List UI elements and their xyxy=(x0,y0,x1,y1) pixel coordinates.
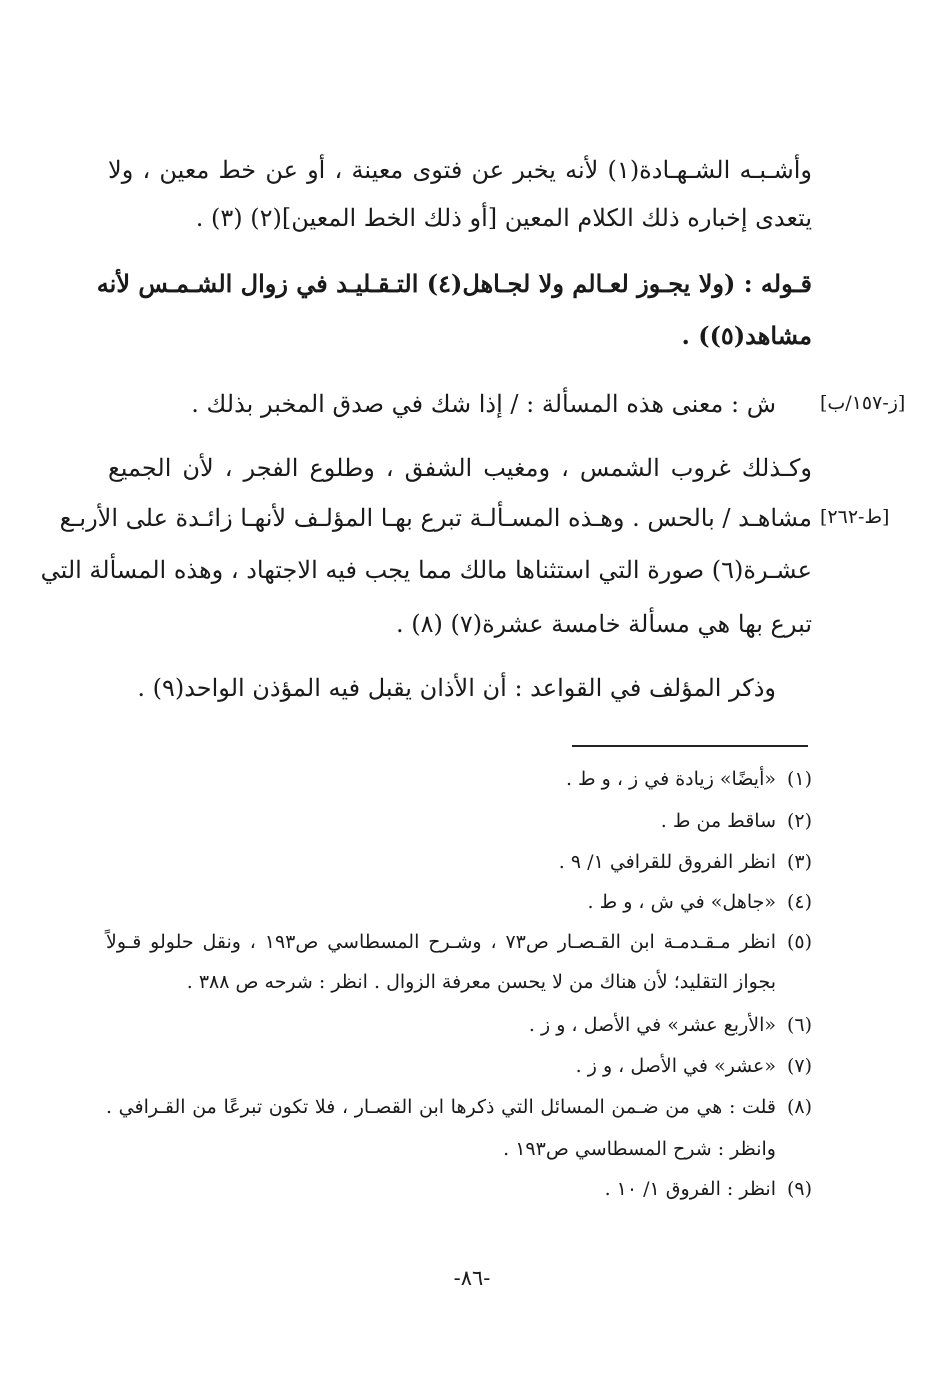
body-line-10: وذكر المؤلف في القواعد : أن الأذان يقبل فيه المؤذن الواحد(٩) . xyxy=(137,674,776,702)
margin-ref-t: [ط-٢٦٢] xyxy=(820,506,890,528)
body-line-1: وأشـبـه الشـهـادة(١) لأنه يخبر عن فتوى معينة ، أو عن خط معين ، ولا xyxy=(108,156,812,184)
footnote-number: (٧) xyxy=(786,1055,812,1077)
footnote-5-continued: بجواز التقليد؛ لأن هناك من لا يحسن معرفة الزوال . انظر : شرحه ص ٣٨٨ . xyxy=(186,971,776,993)
footnote-text: «جاهل» في ش ، و ط . xyxy=(587,891,776,913)
footnote-7 xyxy=(576,1057,812,1076)
footnote-text: «عشر» في الأصل ، و ز . xyxy=(575,1055,776,1077)
footnote-number: (٤) xyxy=(786,891,812,913)
body-line-6: وكـذلك غروب الشمس ، ومغيب الشفق ، وطلوع الفجر ، لأن الجميع xyxy=(108,454,812,482)
footnote-number: (٣) xyxy=(786,851,812,873)
footnote-divider xyxy=(572,745,808,747)
page-number: -٨٦- xyxy=(453,1266,491,1290)
body-line-5: ش : معنى هذه المسألة : / إذا شك في صدق المخبر بذلك . xyxy=(191,390,776,418)
footnote-text: انظر الفروق للقرافي ١/ ٩ . xyxy=(558,851,776,873)
footnote-text: «الأربع عشر» في الأصل ، و ز . xyxy=(528,1014,776,1036)
footnote-number: (٥) xyxy=(786,931,812,953)
footnote-8 xyxy=(106,1098,812,1117)
footnote-text: انظر مـقـدمـة ابن القـصـار ص٧٣ ، وشـرح المسطاسي ص١٩٣ ، ونقل حلولو قـولاً xyxy=(106,931,776,953)
body-line-9: تبرع بها هي مسألة خامسة عشرة(٧) (٨) . xyxy=(395,610,812,638)
footnote-5 xyxy=(106,933,812,952)
footnote-number: (٩) xyxy=(786,1178,812,1200)
footnote-number: (٢) xyxy=(786,810,812,832)
footnote-number: (١) xyxy=(786,768,812,790)
footnote-number: (٨) xyxy=(786,1096,812,1118)
footnote-6 xyxy=(529,1016,812,1035)
body-line-2: يتعدى إخباره ذلك الكلام المعين [أو ذلك الخط المعين](٢) (٣) . xyxy=(195,204,812,232)
footnote-text: ساقط من ط . xyxy=(660,810,776,832)
footnote-text: قلت : هي من ضـمن المسائل التي ذكرها ابن القصـار ، فلا تكون تبرعًا من القـرافي . xyxy=(106,1096,776,1118)
footnote-1 xyxy=(566,770,812,789)
body-line-8: عشـرة(٦) صورة التي استثناها مالك مما يجب فيه الاجتهاد ، وهذه المسألة التي xyxy=(40,556,812,584)
footnote-4 xyxy=(588,893,812,912)
body-line-7: مشاهـد / بالحس . وهـذه المسـألـة تبرع بهـا المؤلـف لأنهـا زائـدة على الأربـع xyxy=(59,504,812,532)
margin-ref-z: [ز-١٥٧/ب] xyxy=(820,392,906,414)
footnote-9 xyxy=(605,1180,812,1199)
footnote-8-continued: وانظر : شرح المسطاسي ص١٩٣ . xyxy=(503,1138,776,1160)
footnote-number: (٦) xyxy=(786,1014,812,1036)
footnote-text: «أيضًا» زيادة في ز ، و ط . xyxy=(565,768,776,790)
footnote-3 xyxy=(559,853,812,872)
footnote-text: انظر : الفروق ١/ ١٠ . xyxy=(604,1178,776,1200)
quote-line-1: قـوله : (ولا يجـوز لعـالم ولا لجـاهل(٤) التـقـليـد في زوال الشـمـس لأنه xyxy=(96,269,812,298)
quote-line-2: مشاهد(٥)) . xyxy=(681,321,812,350)
footnote-2 xyxy=(661,812,812,831)
